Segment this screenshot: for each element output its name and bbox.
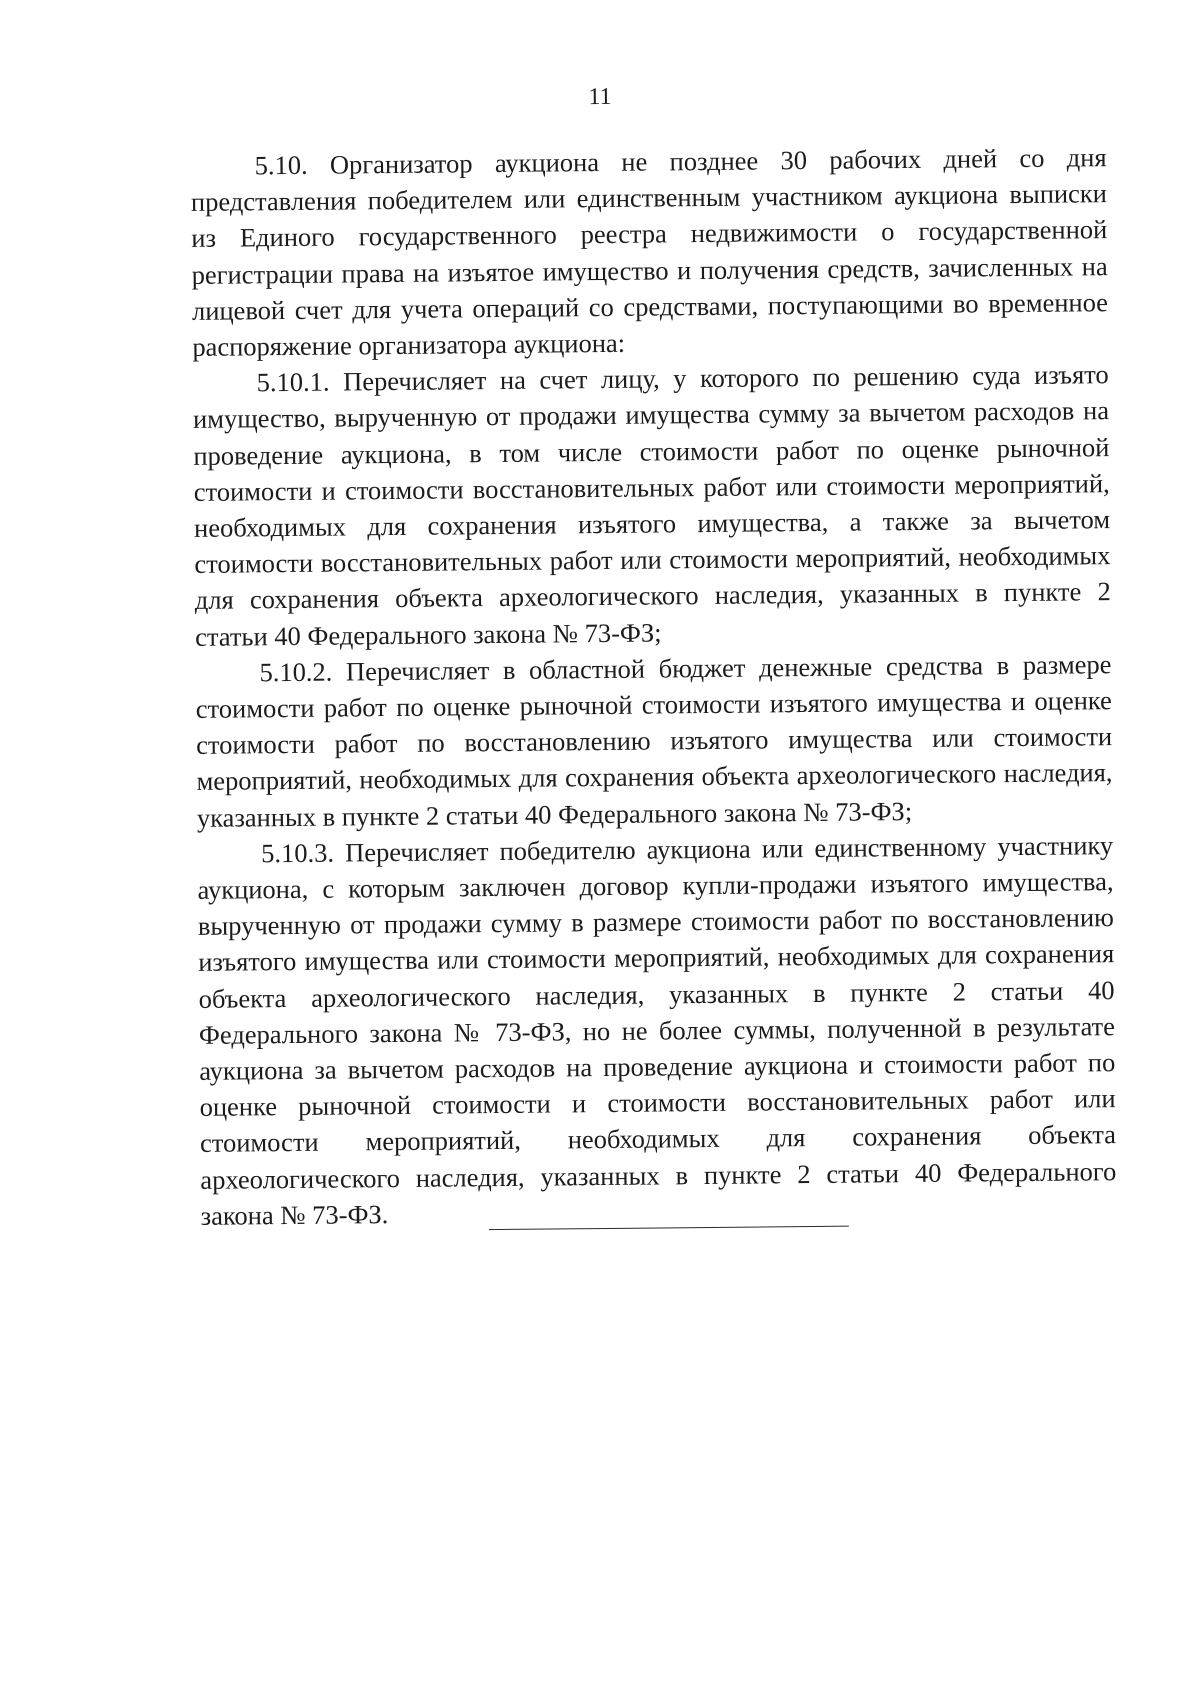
paragraph-5-10-3: 5.10.3. Перечисляет победителю аукциона или единственному участнику аукциона, с которым заключен договор купли-продажи изъятого имущества, вырученную от продажи сумму в размере стоимости работ по восстановлению изъятого имущества или стоимости мероприятий, необходимых для сохранения объекта археологического наследия, указанных в пункте 2 статьи 40 Федерального закона № 73-ФЗ, но не более суммы, полученной в результате аукциона за вычетом расходов на проведение аукциона и стоимости работ по оценке рыночной стоимости и стоимости восстановительных работ или стоимости мероприятий, необходимых для сохранения объекта археологического наследия, указанных в пункте 2 статьи 40 Федерального закона № 73-ФЗ. [197, 829, 1117, 1231]
paragraph-5-10-1: 5.10.1. Перечисляет на счет лицу, у которого по решению суда изъято имущество, вырученную от продажи имущества сумму за вычетом расходов на проведение аукциона, в том числе стоимости работ по оценке рыночной стоимости и стоимости восстановительных работ или стоимости мероприятий, необходимых для сохранения изъятого имущества, а также за вычетом стоимости восстановительных работ или стоимости мероприятий, необходимых для сохранения объекта археологического наследия, указанных в пункте 2 статьи 40 Федерального закона № 73-ФЗ; [192, 359, 1111, 652]
document-body [190, 139, 1116, 1234]
paragraph-5-10-2: 5.10.2. Перечисляет в областной бюджет денежные средства в размере стоимости работ по оценке рыночной стоимости изъятого имущества и оценке стоимости работ по восстановлению изъятого имущества или стоимости мероприятий, необходимых для сохранения объекта археологического наследия, указанных в пункте 2 статьи 40 Федерального закона № 73-ФЗ; [195, 648, 1113, 833]
page-number: 11 [588, 83, 612, 111]
paragraph-5-10: 5.10. Организатор аукциона не позднее 30 рабочих дней со дня представления победителем или единственным участником аукциона выписки из Единого государственного реестра недвижимости о государственной регистрации права на изъятое имущество и получения средств, зачисленных на лицевой счет для учета операций со средствами, поступающими во временное распоряжение организатора аукциона: [190, 142, 1109, 362]
